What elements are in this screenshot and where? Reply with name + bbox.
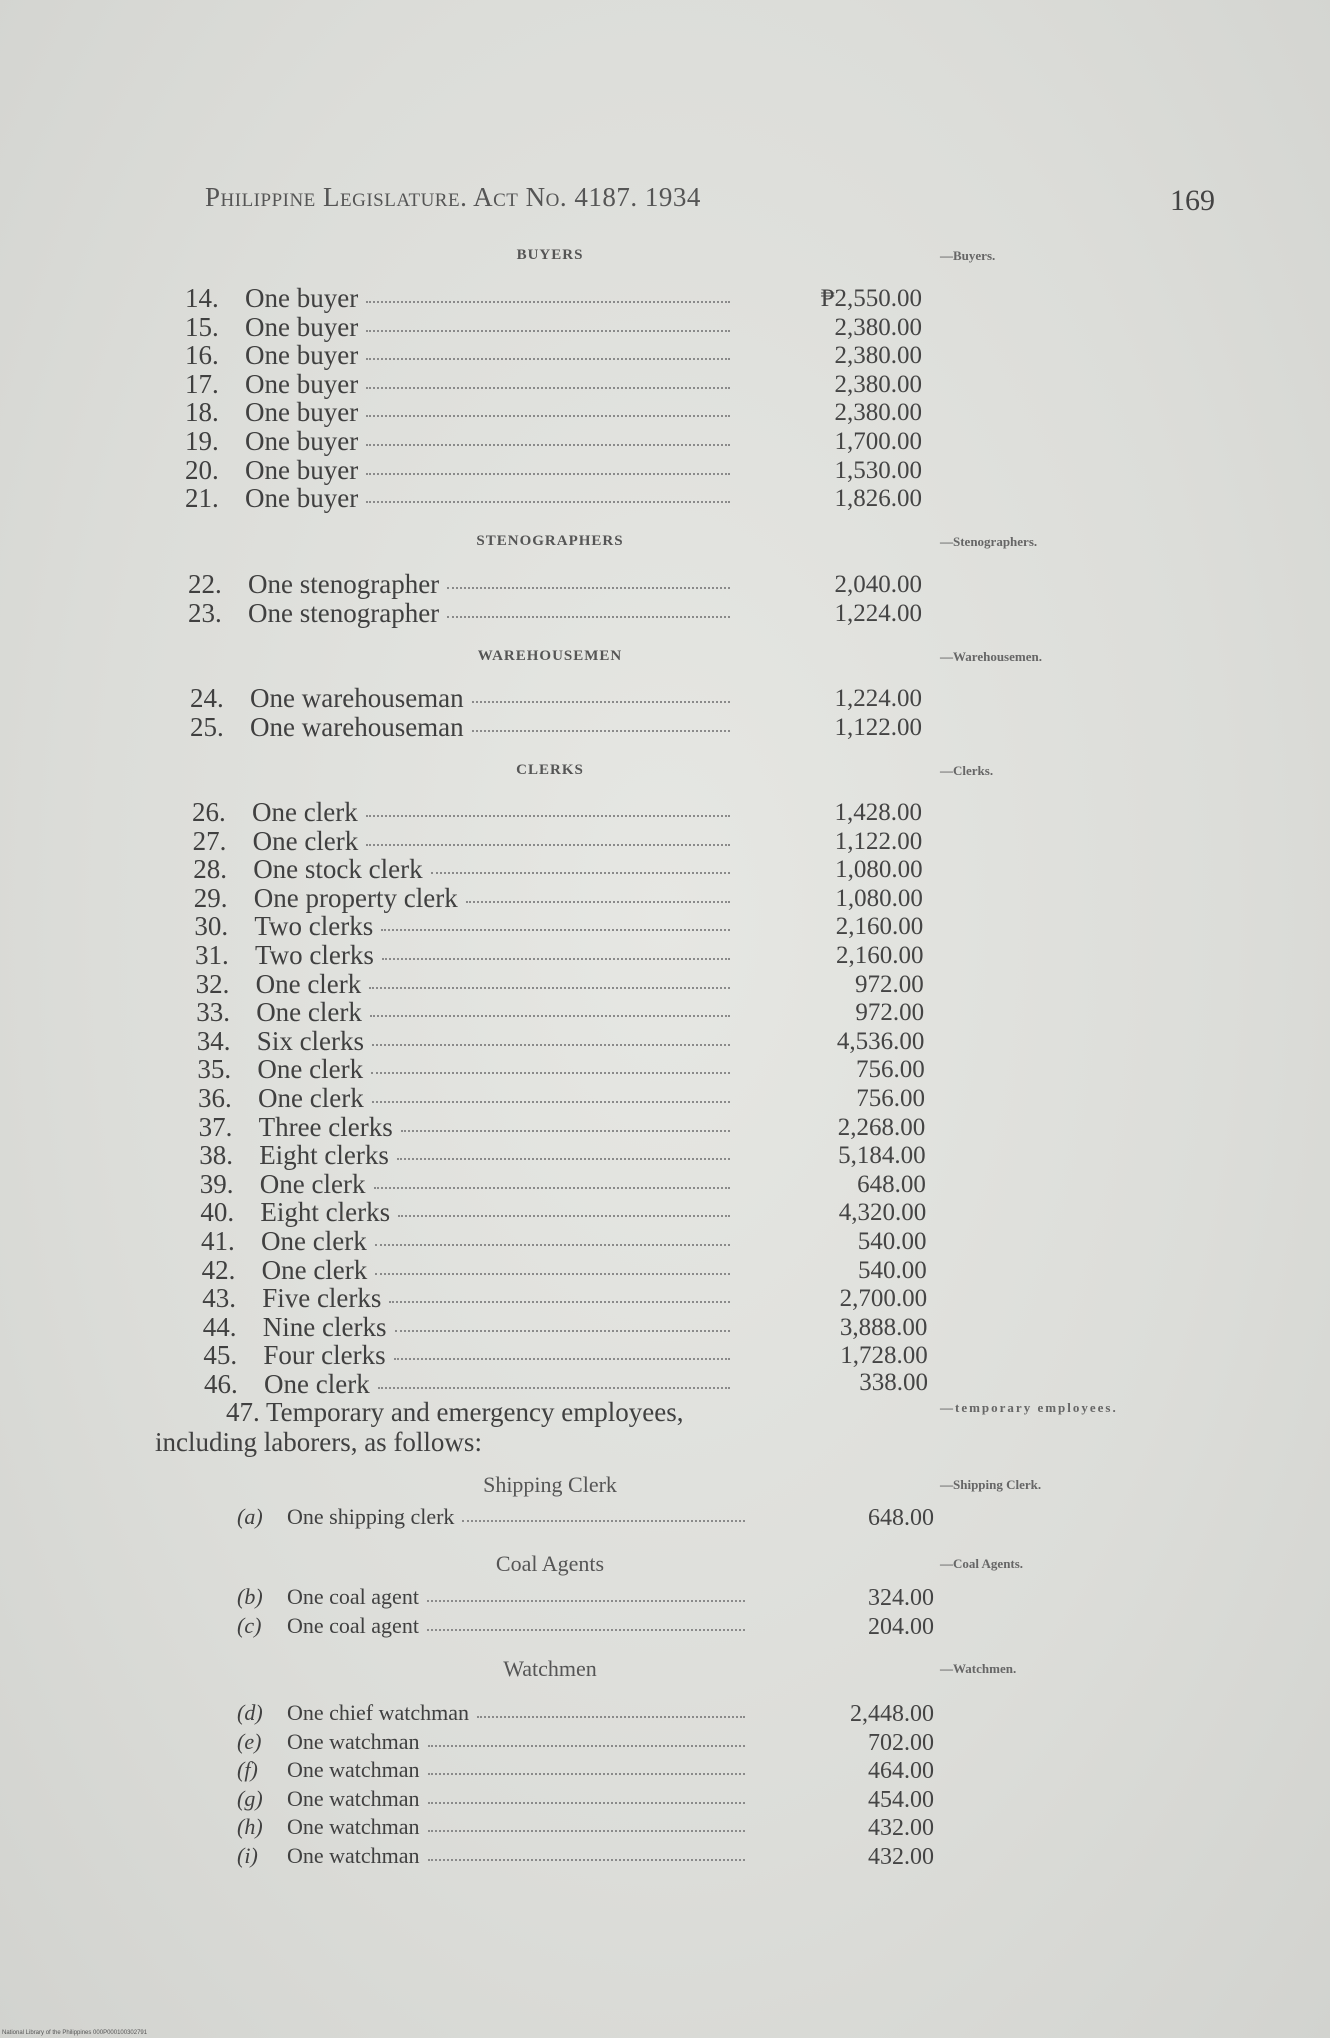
item-number: 14. (185, 283, 219, 313)
margin-note-warehousemen: —Warehousemen. (940, 649, 1042, 664)
dot-leader (397, 1158, 730, 1160)
item-label: One buyer (245, 454, 359, 485)
dot-leader (427, 1629, 745, 1631)
dot-leader (366, 387, 730, 389)
item-number: 38. (199, 1140, 233, 1171)
item-number: (d) (237, 1700, 263, 1725)
line-item (0, 1140, 940, 1171)
dot-leader (477, 1716, 745, 1718)
item-number: 33. (196, 997, 230, 1028)
line-item (0, 997, 940, 1028)
item-number: 37. (198, 1111, 233, 1142)
item-label: Two clerks (255, 940, 374, 970)
item-label: One clerk (252, 797, 358, 827)
sub-line-item (0, 1729, 940, 1757)
line-item (0, 1283, 940, 1314)
dot-leader (447, 616, 730, 618)
item-number: 32. (195, 968, 230, 999)
dot-leader (366, 358, 730, 360)
line-item (0, 883, 940, 911)
item-label: One stenographer (248, 597, 440, 628)
dot-leader (366, 501, 730, 503)
item-amount: 2,380.00 (834, 342, 922, 370)
item-label: One watchman (287, 1728, 420, 1754)
margin-note-shipping: —Shipping Clerk. (940, 1477, 1042, 1492)
item-amount: 648.00 (857, 1170, 926, 1198)
item-number: 15. (185, 311, 219, 342)
item-label: One shipping clerk (287, 1504, 455, 1529)
item-label: One watchman (287, 1757, 420, 1782)
item-amount: 5,184.00 (838, 1142, 926, 1170)
line-item (0, 797, 940, 825)
dot-leader (472, 730, 730, 732)
line-item (0, 397, 940, 428)
line-item (0, 312, 940, 340)
dot-leader (378, 1387, 730, 1389)
item-number: 36. (198, 1083, 232, 1113)
item-number: (c) (237, 1612, 262, 1638)
item-amount: 324.00 (868, 1585, 934, 1611)
item-label: One clerk (255, 968, 362, 999)
item-number: 34. (196, 1025, 231, 1056)
item-number: 22. (188, 569, 222, 599)
dot-leader (427, 1600, 745, 1602)
item-number: 28. (193, 854, 227, 885)
item-amount: 2,448.00 (850, 1701, 934, 1727)
line-item (0, 1226, 940, 1254)
line-item (0, 911, 940, 942)
dot-leader (366, 444, 730, 446)
dot-leader (472, 701, 730, 703)
dot-leader (366, 301, 730, 303)
dot-leader (369, 987, 730, 989)
temporary-line-2: including laborers, as follows: (155, 1427, 482, 1457)
item-amount: 464.00 (868, 1758, 934, 1784)
item-number: 21. (185, 483, 219, 514)
margin-note-clerks: —Clerks. (940, 763, 994, 778)
item-label: Three clerks (258, 1111, 393, 1142)
item-number: (a) (237, 1504, 263, 1529)
margin-note-buyers: —Buyers. (940, 248, 996, 263)
dot-leader (428, 1745, 745, 1747)
item-amount: 432.00 (868, 1815, 934, 1841)
item-number: 25. (190, 711, 224, 742)
item-number: 31. (195, 940, 229, 970)
item-amount: 1,080.00 (835, 884, 923, 912)
item-amount: 4,536.00 (836, 1027, 925, 1055)
item-amount: 2,380.00 (834, 399, 922, 427)
margin-note-coal: —Coal Agents. (940, 1556, 1024, 1571)
item-amount: 756.00 (856, 1085, 925, 1112)
line-item (0, 712, 940, 740)
line-item (0, 969, 940, 997)
item-label: Two clerks (254, 911, 374, 942)
item-number: 29. (193, 882, 228, 913)
item-amount: 1,122.00 (834, 713, 922, 741)
item-amount: 702.00 (868, 1729, 934, 1756)
dot-leader (447, 587, 730, 589)
dot-leader (371, 1072, 730, 1074)
subsection-heading-coal: Coal Agents (495, 1551, 605, 1576)
dot-leader (428, 1773, 745, 1775)
sub-line-item (0, 1700, 940, 1728)
section-heading-warehousemen: WAREHOUSEMEN (477, 648, 623, 664)
sub-line-item (0, 1757, 940, 1785)
item-label: One buyer (245, 397, 359, 428)
item-number: (f) (237, 1757, 258, 1782)
item-label: One buyer (245, 283, 359, 313)
item-number: 17. (185, 368, 219, 399)
margin-note-watchmen: —Watchmen. (940, 1661, 1017, 1676)
sub-line-item (0, 1584, 940, 1612)
item-label: One stenographer (248, 569, 440, 599)
item-amount: 540.00 (858, 1256, 927, 1284)
margin-note-stenographers: —Stenographers. (940, 534, 1038, 549)
item-amount: 4,320.00 (838, 1199, 927, 1227)
item-number: 45. (203, 1340, 238, 1371)
item-amount: 2,380.00 (834, 313, 922, 341)
item-amount: 204.00 (868, 1613, 934, 1640)
item-amount: ₱2,550.00 (820, 285, 922, 312)
line-item (0, 940, 940, 968)
item-label: One clerk (256, 997, 362, 1028)
dot-leader (428, 1859, 745, 1861)
line-item (0, 1369, 940, 1397)
item-amount: 1,122.00 (834, 827, 923, 855)
item-number: (g) (237, 1785, 263, 1811)
item-amount: 2,160.00 (836, 942, 924, 969)
item-amount: 1,428.00 (834, 799, 922, 826)
item-amount: 2,380.00 (834, 370, 922, 398)
item-label: One buyer (245, 311, 359, 342)
subsection-heading-shipping: Shipping Clerk (483, 1472, 617, 1497)
item-number: (b) (237, 1584, 263, 1609)
item-number: 40. (200, 1197, 235, 1228)
item-label: One clerk (258, 1083, 364, 1113)
item-label: One clerk (252, 825, 359, 856)
item-label: One clerk (261, 1254, 368, 1285)
running-header: Philippine Legislature. Act No. 4187. 1934 (205, 182, 701, 212)
line-item (0, 683, 940, 711)
item-amount: 432.00 (868, 1843, 934, 1870)
section-heading-buyers: BUYERS (516, 247, 584, 263)
item-amount: 1,080.00 (835, 856, 923, 884)
item-label: One clerk (264, 1369, 370, 1399)
item-label: One buyer (245, 340, 359, 371)
line-item (0, 455, 940, 483)
item-amount: 2,160.00 (835, 913, 924, 941)
item-amount: 1,224.00 (834, 685, 922, 712)
item-label: One coal agent (287, 1584, 419, 1609)
item-number: (i) (237, 1842, 258, 1868)
item-label: Eight clerks (260, 1197, 391, 1228)
dot-leader (366, 415, 730, 417)
dot-leader (381, 929, 730, 931)
item-amount: 1,224.00 (834, 599, 922, 627)
line-item (0, 569, 940, 597)
item-amount: 2,268.00 (837, 1113, 926, 1141)
item-amount: 540.00 (857, 1228, 927, 1255)
page-number: 169 (1170, 184, 1215, 217)
dot-leader (428, 1802, 745, 1804)
dot-leader (366, 473, 730, 475)
item-number: 35. (197, 1054, 232, 1085)
dot-leader (466, 901, 730, 903)
item-amount: 1,728.00 (840, 1342, 928, 1370)
sub-line-item (0, 1814, 940, 1842)
item-number: 42. (201, 1254, 236, 1285)
dot-leader (428, 1830, 745, 1832)
item-number: 44. (202, 1311, 237, 1342)
item-label: One buyer (245, 483, 359, 514)
line-item (0, 1169, 940, 1197)
item-number: 24. (190, 683, 224, 713)
dot-leader (370, 1015, 730, 1017)
item-label: One stock clerk (253, 854, 423, 885)
item-number: 16. (185, 340, 219, 371)
dot-leader (366, 815, 730, 817)
subsection-heading-watchmen: Watchmen (503, 1656, 597, 1681)
item-label: One property clerk (253, 882, 458, 913)
dot-leader (389, 1301, 730, 1303)
line-item (0, 1112, 940, 1140)
dot-leader (375, 1244, 730, 1246)
item-amount: 454.00 (868, 1786, 934, 1813)
item-label: One watchman (287, 1785, 420, 1811)
dot-leader (375, 1273, 730, 1275)
dot-leader (395, 1330, 730, 1332)
item-number: 19. (185, 426, 219, 456)
section-heading-stenographers: STENOGRAPHERS (476, 533, 624, 549)
item-label: Eight clerks (259, 1140, 389, 1171)
item-label: One clerk (257, 1054, 364, 1085)
item-number: 43. (202, 1283, 236, 1314)
line-item (0, 1255, 940, 1283)
dot-leader (366, 844, 730, 846)
item-label: One warehouseman (250, 711, 464, 742)
dot-leader (372, 1044, 730, 1046)
item-amount: 1,700.00 (834, 428, 922, 455)
item-number: 41. (201, 1226, 235, 1256)
line-item (0, 369, 940, 397)
line-item (0, 1340, 940, 1371)
temporary-line-1: 47. Temporary and emergency employees, (226, 1397, 684, 1427)
line-item (0, 1026, 940, 1054)
item-amount: 1,826.00 (834, 485, 922, 513)
item-label: One coal agent (287, 1612, 419, 1638)
item-label: One clerk (261, 1226, 367, 1256)
sub-line-item (0, 1504, 940, 1532)
line-item (0, 854, 940, 885)
line-item (0, 1054, 940, 1085)
line-item (0, 426, 940, 454)
dot-leader (382, 958, 730, 960)
line-item (0, 598, 940, 626)
item-number: (e) (237, 1728, 262, 1754)
item-amount: 338.00 (859, 1369, 928, 1396)
line-item (0, 340, 940, 371)
item-amount: 2,700.00 (839, 1285, 928, 1313)
item-number: 23. (188, 597, 222, 628)
section-heading-clerks: CLERKS (516, 762, 584, 778)
item-label: One buyer (245, 426, 359, 456)
dot-leader (374, 1187, 730, 1189)
item-number: (h) (237, 1814, 263, 1839)
item-label: One warehouseman (250, 683, 464, 713)
line-item (0, 826, 940, 854)
dot-leader (394, 1358, 730, 1360)
item-label: Nine clerks (262, 1311, 387, 1342)
item-number: 20. (185, 454, 219, 485)
dot-leader (401, 1130, 730, 1132)
item-label: One watchman (287, 1814, 420, 1839)
item-amount: 1,530.00 (834, 456, 922, 484)
footer-note: National Library of the Philippines 000P000100302791 (2, 2030, 148, 2036)
dot-leader (366, 330, 730, 332)
item-number: 18. (185, 397, 219, 428)
item-amount: 3,888.00 (839, 1313, 928, 1341)
line-item (0, 283, 940, 311)
item-number: 30. (194, 911, 229, 942)
item-label: One clerk (259, 1168, 366, 1199)
line-item (0, 1312, 940, 1340)
line-item (0, 1083, 940, 1111)
sub-line-item (0, 1786, 940, 1814)
item-number: 27. (192, 825, 227, 856)
line-item (0, 483, 940, 514)
item-amount: 756.00 (855, 1056, 925, 1084)
dot-leader (398, 1215, 730, 1217)
item-number: 46. (204, 1369, 238, 1399)
item-label: One chief watchman (287, 1700, 470, 1725)
line-item (0, 1197, 940, 1228)
item-amount: 972.00 (855, 970, 924, 998)
item-number: 26. (192, 797, 226, 827)
dot-leader (462, 1520, 745, 1522)
item-label: Six clerks (256, 1025, 365, 1056)
sub-line-item (0, 1843, 940, 1871)
item-label: Four clerks (263, 1340, 386, 1371)
dot-leader (372, 1101, 730, 1103)
margin-note-temporary: —temporary employees. (940, 1400, 1118, 1415)
item-label: One buyer (245, 368, 359, 399)
item-amount: 972.00 (855, 999, 925, 1027)
dot-leader (431, 872, 730, 874)
sub-line-item (0, 1613, 940, 1641)
item-label: Five clerks (262, 1283, 382, 1314)
item-amount: 648.00 (868, 1505, 934, 1531)
item-amount: 2,040.00 (834, 571, 922, 598)
item-label: One watchman (287, 1842, 420, 1868)
item-number: 39. (199, 1168, 234, 1199)
